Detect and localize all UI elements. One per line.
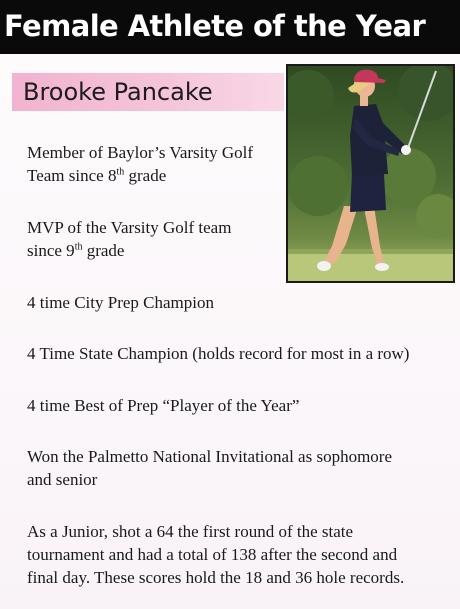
golfer-photo-illustration <box>288 66 453 281</box>
accomplishment-line: MVP of the Varsity Golf team <box>27 218 232 237</box>
header-bar <box>0 0 460 54</box>
accomplishment-line: 4 Time State Champion (holds record for most in a row) <box>27 344 410 363</box>
accomplishment-line: As a Junior, shot a 64 the first round of the state <box>27 522 354 541</box>
name-banner <box>12 73 284 111</box>
accomplishment-line: and senior <box>27 470 98 489</box>
page-title: Female Athlete of the Year <box>4 9 426 43</box>
accomplishment-item <box>27 291 214 314</box>
ordinal-suffix: th <box>116 166 125 178</box>
athlete-photo <box>286 64 455 283</box>
accomplishment-item <box>27 342 409 365</box>
athlete-name: Brooke Pancake <box>23 78 213 106</box>
accomplishment-text: since 9 <box>27 241 75 260</box>
accomplishment-text: grade <box>124 166 167 185</box>
accomplishment-item <box>27 520 404 589</box>
accomplishment-line: 4 time City Prep Champion <box>27 293 214 312</box>
accomplishment-text: grade <box>82 241 125 260</box>
accomplishment-line: 4 time Best of Prep “Player of the Year” <box>27 396 300 415</box>
accomplishment-item <box>27 394 299 417</box>
accomplishment-line: tournament and had a total of 138 after the second and <box>27 545 398 564</box>
accomplishment-line: final day. These scores hold the 18 and 36 hole records. <box>27 568 405 587</box>
accomplishment-item <box>27 216 231 262</box>
accomplishment-line <box>27 164 253 187</box>
accomplishment-text: Team since 8 <box>27 166 117 185</box>
accomplishment-item <box>27 445 392 491</box>
ordinal-suffix: th <box>74 241 83 253</box>
accomplishment-line: Won the Palmetto National Invitational as sophomore <box>27 447 393 466</box>
accomplishment-item <box>27 141 253 187</box>
accomplishment-line <box>27 239 231 262</box>
accomplishment-line: Member of Baylor’s Varsity Golf <box>27 143 254 162</box>
